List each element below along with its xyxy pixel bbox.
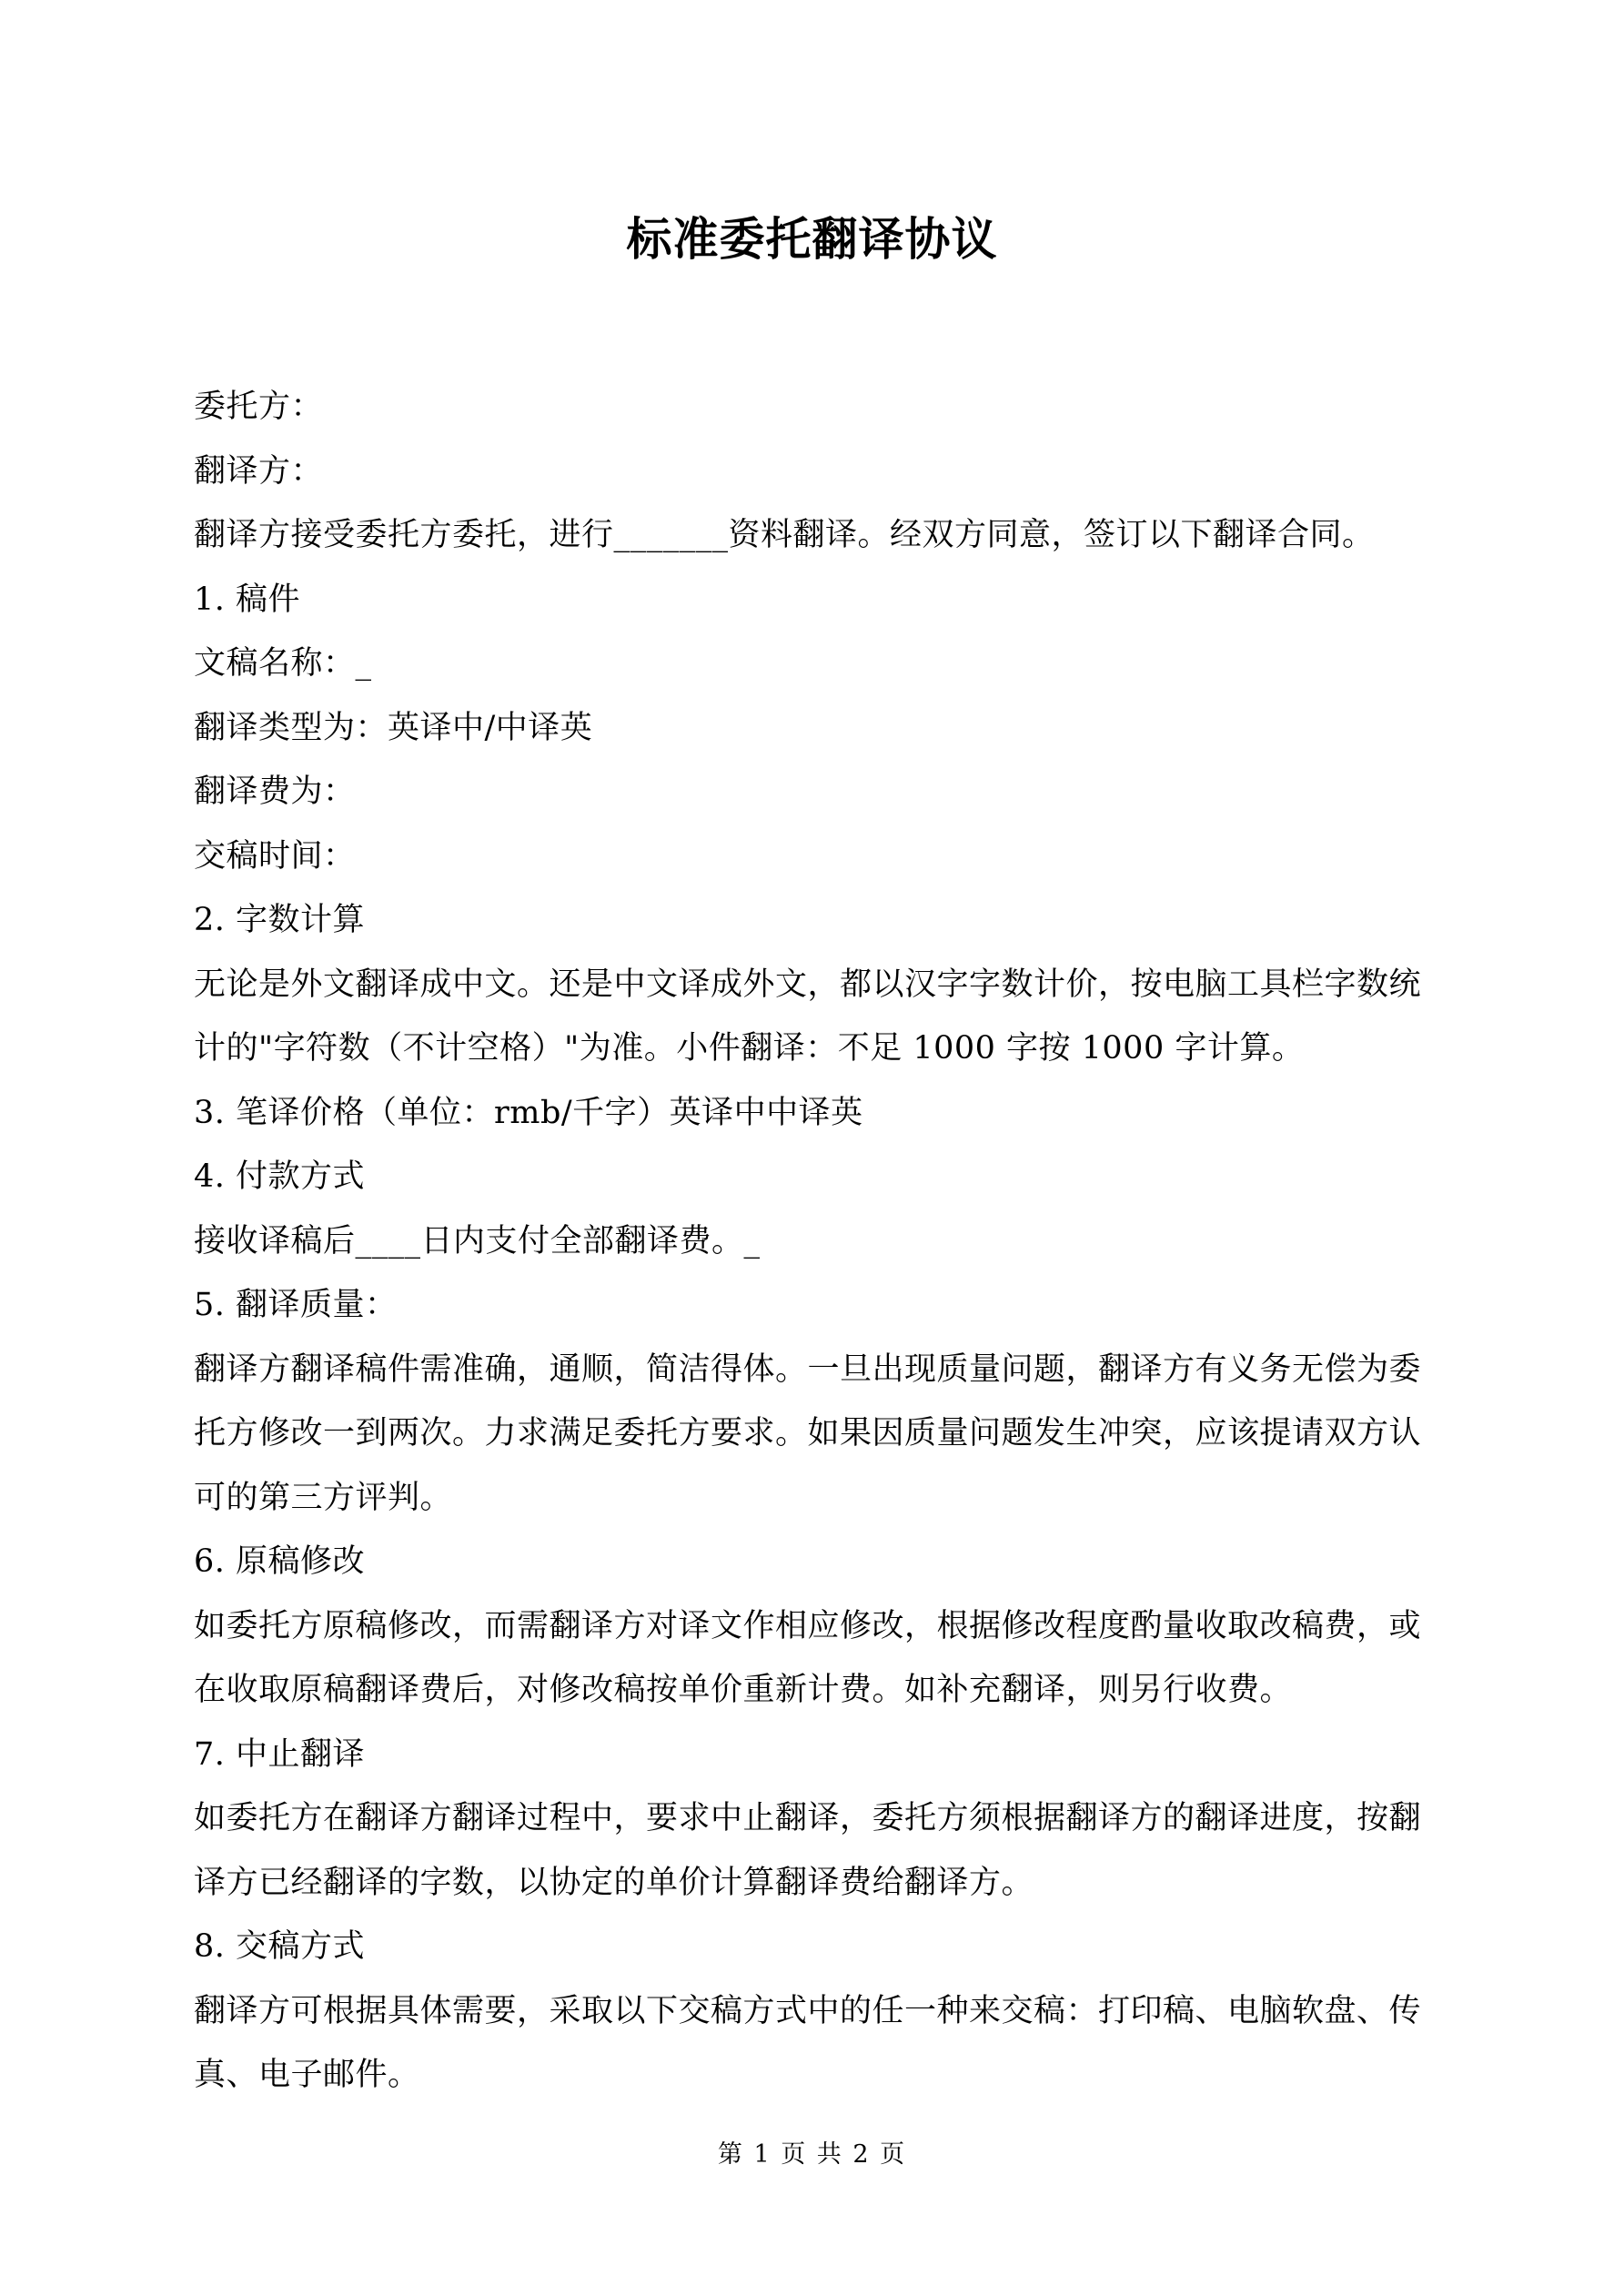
- line-translation-type: 翻译类型为：英译中/中译英: [194, 709, 593, 746]
- line-document-name: 文稿名称：_: [194, 645, 372, 682]
- paragraph-line: 无论是外文翻译成中文。还是中文译成外文，都以汉字字数计价，按电脑工具栏字数统: [194, 966, 1422, 1003]
- line-intro: 翻译方接受委托方委托，进行_______资料翻译。经双方同意，签订以下翻译合同。: [194, 517, 1375, 553]
- paragraph-line: 如委托方在翻译方翻译过程中，要求中止翻译，委托方须根据翻译方的翻译进度，按翻: [194, 1800, 1422, 1836]
- paragraph-line: 真、电子邮件。: [194, 2057, 420, 2093]
- section-heading-price: 3. 笔译价格（单位：rmb/千字）英译中中译英: [194, 1094, 863, 1131]
- page-footer: 第 1 页 共 2 页: [717, 2140, 907, 2169]
- section-heading-revision: 6. 原稿修改: [194, 1543, 366, 1580]
- paragraph-line: 译方已经翻译的字数，以协定的单价计算翻译费给翻译方。: [194, 1864, 1034, 1901]
- section-heading-quality: 5. 翻译质量：: [194, 1287, 398, 1323]
- document-body: [194, 375, 1445, 2108]
- section-heading-termination: 7. 中止翻译: [194, 1735, 366, 1773]
- paragraph-line: 在收取原稿翻译费后，对修改稿按单价重新计费。如补充翻译，则另行收费。: [194, 1672, 1293, 1708]
- paragraph-line: 托方修改一到两次。力求满足委托方要求。如果因质量问题发生冲突，应该提请双方认: [194, 1415, 1422, 1451]
- document-title: 标准委托翻译协议: [626, 213, 998, 266]
- paragraph-line: 翻译方翻译稿件需准确，通顺，简洁得体。一旦出现质量问题，翻译方有义务无偿为委: [194, 1350, 1422, 1388]
- line-translator: 翻译方：: [194, 452, 324, 490]
- line-client: 委托方：: [194, 389, 324, 425]
- paragraph-line: 计的"字符数（不计空格）"为准。小件翻译：不足 1000 字按 1000 字计算。: [194, 1030, 1305, 1067]
- section-heading-word-count: 2. 字数计算: [194, 902, 366, 938]
- line-translation-fee: 翻译费为：: [194, 774, 356, 810]
- paragraph-line: 可的第三方评判。: [194, 1479, 453, 1516]
- paragraph-line: 翻译方可根据具体需要，采取以下交稿方式中的任一种来交稿：打印稿、电脑软盘、传: [194, 1992, 1422, 2029]
- line-delivery-time: 交稿时间：: [194, 837, 356, 875]
- section-heading-delivery-method: 8. 交稿方式: [194, 1928, 366, 1965]
- section-heading-manuscript: 1. 稿件: [194, 581, 301, 618]
- section-heading-payment: 4. 付款方式: [194, 1158, 366, 1195]
- paragraph-line: 接收译稿后____日内支付全部翻译费。_: [194, 1222, 761, 1259]
- paragraph-line: 如委托方原稿修改，而需翻译方对译文作相应修改，根据修改程度酌量收取改稿费，或: [194, 1607, 1422, 1644]
